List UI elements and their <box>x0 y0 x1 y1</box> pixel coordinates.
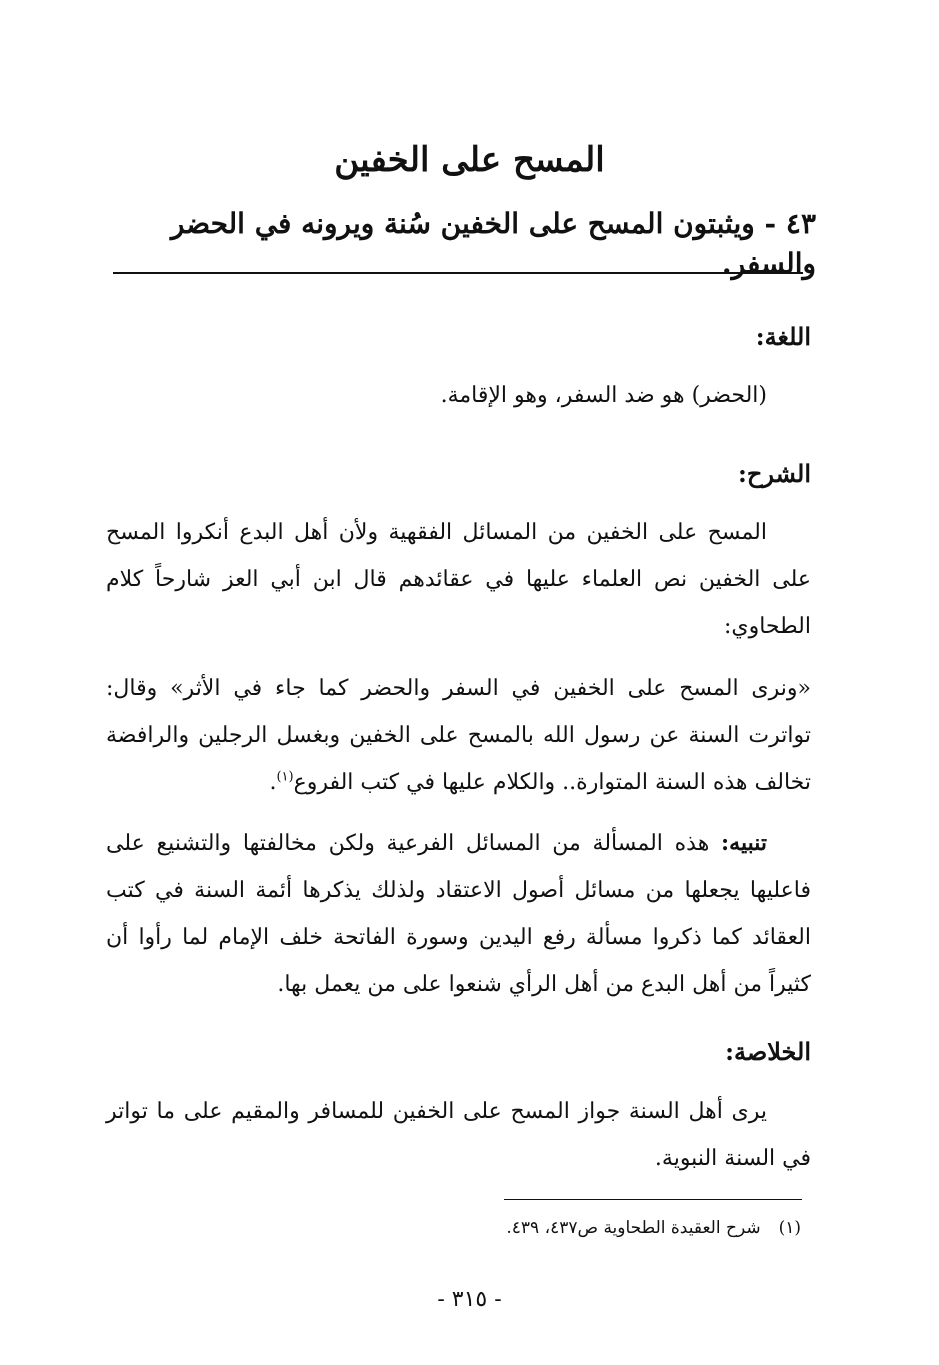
khulasa-paragraph <box>106 1088 811 1182</box>
tanbih-text: هذه المسألة من المسائل الفرعية ولكن مخالفتها والتشنيع على فاعليها يجعلها من مسائل أصول الاعتقاد ولذلك يذكرها أئمة السنة في كتب العقائد كما ذكروا مسألة رفع اليدين وسورة الفاتحة خلف الإمام لما رأوا أن كثيراً من أهل البدع من أهل الرأي شنعوا على من يعمل بها. <box>106 831 811 997</box>
section-label-khulasa: الخلاصة: <box>725 1037 811 1066</box>
sharh-quote-text: «ونرى المسح على الخفين في السفر والحضر كما جاء في الأثر» وقال: تواترت السنة عن رسول الله بالمسح على الخفين وبغسل الرجلين والرافضة تخالف هذه السنة المتوارة.. والكلام عليها في كتب الفروع <box>106 676 811 795</box>
tanbih-label: تنبيه: <box>721 830 768 856</box>
sharh-text-1: المسح على الخفين من المسائل الفقهية ولأن أهل البدع أنكروا المسح على الخفين نص العلماء عليها في عقائدهم قال ابن أبي العز شارحاً كلام الطحاوي: <box>106 520 811 639</box>
footnote-number: (١) <box>778 1218 801 1238</box>
text-heading: ٤٣ - ويثبتون المسح على الخفين سُنة ويرونه في الحضر والسفر. <box>170 207 816 280</box>
heading-divider <box>113 272 803 274</box>
sharh-paragraph-1 <box>106 509 811 650</box>
tanbih-paragraph <box>106 820 811 1008</box>
chapter-title: المسح على الخفين <box>334 140 605 180</box>
footnote-ref[interactable]: (١) <box>276 769 294 785</box>
footnote <box>141 1214 801 1242</box>
khulasa-text: يرى أهل السنة جواز المسح على الخفين للمسافر والمقيم على ما تواتر في السنة النبوية. <box>106 1099 811 1171</box>
lugha-text: (الحضر) هو ضد السفر، وهو الإقامة. <box>440 383 767 408</box>
section-label-sharh: الشرح: <box>738 459 811 488</box>
lugha-paragraph <box>106 372 811 419</box>
sharh-quote-end: . <box>269 770 277 795</box>
section-label-lugha: اللغة: <box>755 322 811 351</box>
sharh-quote-paragraph <box>106 665 811 806</box>
footnote-divider <box>504 1199 802 1200</box>
footnote-text: شرح العقيدة الطحاوية ص٤٣٧، ٤٣٩. <box>506 1218 761 1238</box>
page-number: - ٣١٥ - <box>437 1287 502 1312</box>
